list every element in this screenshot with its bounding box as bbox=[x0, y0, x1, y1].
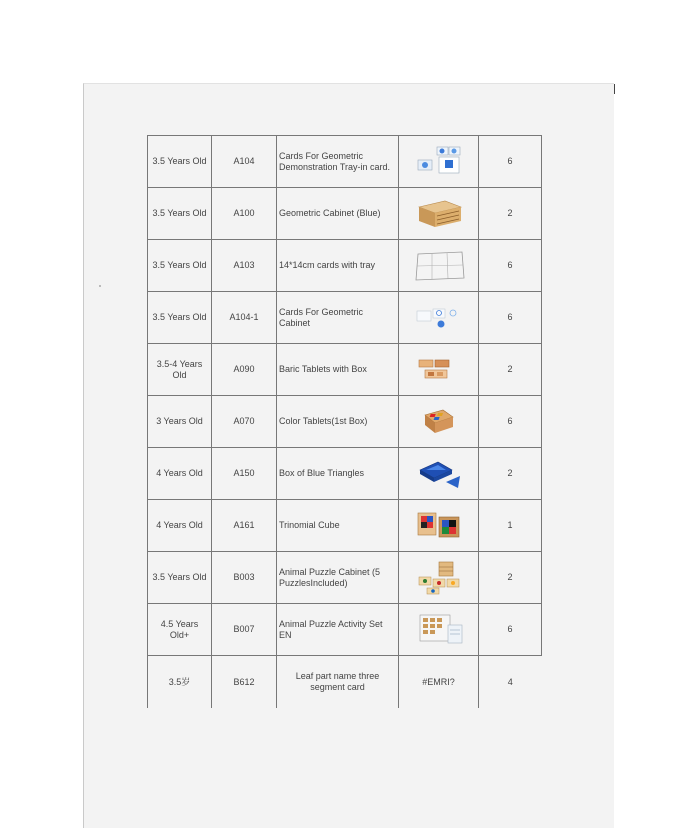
table-row bbox=[148, 344, 542, 396]
baric-tablets-image bbox=[415, 354, 463, 386]
name-cell: 14*14cm cards with tray bbox=[277, 240, 399, 292]
age-cell: 3.5-4 Years Old bbox=[148, 344, 212, 396]
code-cell: A070 bbox=[212, 396, 277, 448]
image-cell bbox=[399, 448, 479, 500]
age-cell: 4 Years Old bbox=[148, 500, 212, 552]
age-cell: 4.5 Years Old+ bbox=[148, 604, 212, 656]
image-cell bbox=[399, 500, 479, 552]
name-cell: Leaf part name three segment card bbox=[277, 656, 399, 709]
table-row bbox=[148, 500, 542, 552]
image-error-text: #EMRI? bbox=[422, 676, 455, 687]
qty-cell: 1 bbox=[479, 500, 542, 552]
code-cell: A104 bbox=[212, 136, 277, 188]
table-row bbox=[148, 448, 542, 500]
code-cell: A104-1 bbox=[212, 292, 277, 344]
table-row bbox=[148, 604, 542, 656]
geometric-cabinet-cards-image bbox=[413, 303, 465, 333]
qty-cell: 6 bbox=[479, 292, 542, 344]
code-cell: A103 bbox=[212, 240, 277, 292]
image-cell bbox=[399, 396, 479, 448]
table-row bbox=[148, 552, 542, 604]
age-cell: 3.5岁 bbox=[148, 656, 212, 709]
image-cell bbox=[399, 604, 479, 656]
name-cell: Cards For Geometric Cabinet bbox=[277, 292, 399, 344]
qty-cell: 2 bbox=[479, 188, 542, 240]
age-cell: 3.5 Years Old bbox=[148, 292, 212, 344]
card-tray-image bbox=[412, 248, 466, 284]
image-cell bbox=[399, 240, 479, 292]
qty-cell: 6 bbox=[479, 396, 542, 448]
qty-cell: 2 bbox=[479, 448, 542, 500]
code-cell: B003 bbox=[212, 552, 277, 604]
qty-cell: 6 bbox=[479, 604, 542, 656]
age-cell: 4 Years Old bbox=[148, 448, 212, 500]
code-cell: B007 bbox=[212, 604, 277, 656]
table-row bbox=[148, 188, 542, 240]
qty-cell: 2 bbox=[479, 344, 542, 396]
trinomial-cube-image bbox=[415, 507, 463, 545]
blue-triangles-box-image bbox=[416, 456, 462, 492]
qty-cell: 2 bbox=[479, 552, 542, 604]
table-row bbox=[148, 240, 542, 292]
code-cell: A150 bbox=[212, 448, 277, 500]
table-row bbox=[148, 292, 542, 344]
table-row bbox=[148, 136, 542, 188]
geometric-cards-image bbox=[415, 144, 463, 180]
name-cell: Trinomial Cube bbox=[277, 500, 399, 552]
age-cell: 3.5 Years Old bbox=[148, 136, 212, 188]
qty-cell: 4 bbox=[479, 656, 542, 709]
age-cell: 3.5 Years Old bbox=[148, 552, 212, 604]
age-cell: 3 Years Old bbox=[148, 396, 212, 448]
age-cell: 3.5 Years Old bbox=[148, 188, 212, 240]
code-cell: A100 bbox=[212, 188, 277, 240]
name-cell: Color Tablets(1st Box) bbox=[277, 396, 399, 448]
image-cell bbox=[399, 292, 479, 344]
color-tablets-box-image bbox=[419, 405, 459, 439]
image-cell bbox=[399, 188, 479, 240]
qty-cell: 6 bbox=[479, 136, 542, 188]
name-cell: Cards For Geometric Demonstration Tray-in card. bbox=[277, 136, 399, 188]
code-cell: A161 bbox=[212, 500, 277, 552]
qty-cell: 6 bbox=[479, 240, 542, 292]
scan-speck bbox=[99, 285, 101, 287]
code-cell: B612 bbox=[212, 656, 277, 709]
name-cell: Animal Puzzle Activity Set EN bbox=[277, 604, 399, 656]
image-cell bbox=[399, 656, 479, 709]
image-cell bbox=[399, 344, 479, 396]
name-cell: Geometric Cabinet (Blue) bbox=[277, 188, 399, 240]
code-cell: A090 bbox=[212, 344, 277, 396]
age-cell: 3.5 Years Old bbox=[148, 240, 212, 292]
table-row bbox=[148, 396, 542, 448]
name-cell: Baric Tablets with Box bbox=[277, 344, 399, 396]
image-cell bbox=[399, 136, 479, 188]
geometric-cabinet-image bbox=[415, 197, 463, 231]
name-cell: Animal Puzzle Cabinet (5 PuzzlesIncluded) bbox=[277, 552, 399, 604]
name-cell: Box of Blue Triangles bbox=[277, 448, 399, 500]
animal-puzzle-cabinet-image bbox=[413, 559, 465, 597]
table-row bbox=[148, 656, 542, 709]
animal-puzzle-set-image bbox=[412, 611, 466, 649]
product-table bbox=[147, 135, 542, 708]
page-edge-mark bbox=[614, 84, 615, 94]
image-cell bbox=[399, 552, 479, 604]
